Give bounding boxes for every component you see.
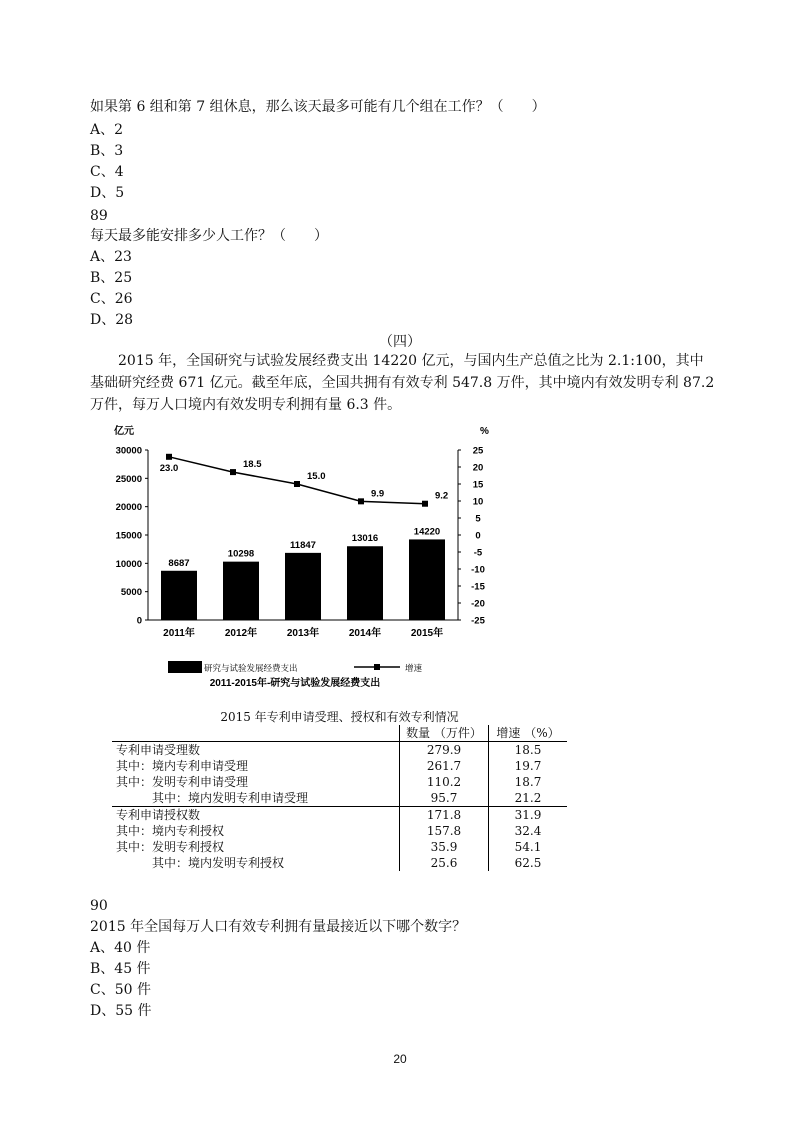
y-axis-left-label: 亿元 <box>114 426 134 437</box>
q90-option-d: D、55 件 <box>90 1003 152 1019</box>
y-tick-label-left: 15000 <box>115 530 142 542</box>
table-cell-qty: 171.8 <box>400 807 489 824</box>
legend-line-label: 增速 <box>405 663 423 673</box>
y-tick-label-right: 20 <box>472 462 484 474</box>
table-row <box>112 758 567 774</box>
line-point <box>422 501 428 507</box>
table-cell-growth: 62.5 <box>489 855 568 871</box>
bar <box>161 571 197 620</box>
bar-label: 13016 <box>351 533 379 545</box>
table-cell-label: 其中：境内专利授权 <box>116 824 225 838</box>
y-tick-label-left: 0 <box>136 615 142 627</box>
rd-expenditure-chart <box>100 420 520 695</box>
section-paragraph: 2015 年，全国研究与试验发展经费支出 14220 亿元，与国内生产总值之比为 2.1:100，其中基础研究经费 671 亿元。截至年底，全国共拥有有效专利 547.8 万件，其中境内有效发明专利 87.2 万件，每万人口境内有效发明专利拥有量 6.3 件。 <box>90 353 715 413</box>
bar <box>285 553 321 620</box>
table-cell-label: 其中：境内发明专利申请受理 <box>152 791 309 805</box>
line-label: 23.0 <box>159 462 179 474</box>
bar-label: 14220 <box>413 526 441 538</box>
table-cell-qty: 279.9 <box>400 742 489 759</box>
table-cell-label: 其中：境内发明专利授权 <box>152 856 285 870</box>
table-row <box>112 823 567 839</box>
chart-legend <box>168 661 423 673</box>
growth-line <box>169 457 425 504</box>
chart-growth-line <box>160 454 448 507</box>
q88-option-d: D、5 <box>90 185 125 201</box>
table-row <box>112 790 567 807</box>
q89-option-c: C、26 <box>90 291 133 307</box>
table-cell-qty: 25.6 <box>400 855 489 871</box>
y-tick-label-left: 10000 <box>115 558 142 570</box>
x-tick-label: 2014年 <box>348 628 382 639</box>
chart-bars <box>161 526 445 620</box>
x-tick-label: 2011年 <box>163 628 195 639</box>
legend-bar-swatch <box>168 661 202 673</box>
q89-number: 89 <box>90 208 108 224</box>
table-header-qty: 数量 （万件） <box>400 725 489 742</box>
table-cell-qty: 35.9 <box>400 839 489 855</box>
y-tick-label-right: 0 <box>475 530 481 542</box>
table-row <box>112 774 567 790</box>
line-point <box>230 469 236 475</box>
section-title: （四） <box>379 334 421 350</box>
line-point <box>166 454 172 460</box>
table-cell-qty: 261.7 <box>400 758 489 774</box>
table-cell-label: 其中：发明专利授权 <box>116 840 225 854</box>
table-row <box>112 807 567 824</box>
table-cell-growth: 21.2 <box>489 790 568 807</box>
table-cell-growth: 18.7 <box>489 774 568 790</box>
bar <box>409 539 445 620</box>
y-tick-label-right: -25 <box>471 615 485 627</box>
y-tick-label-left: 25000 <box>115 473 142 485</box>
table-cell-qty: 157.8 <box>400 823 489 839</box>
table-cell-label: 专利申请受理数 <box>116 743 201 757</box>
q90-stem: 2015 年全国每万人口有效专利拥有量最接近以下哪个数字？ <box>90 919 467 935</box>
table-cell-qty: 110.2 <box>400 774 489 790</box>
q88-option-c: C、4 <box>90 164 124 180</box>
table-header-label <box>112 725 400 742</box>
q90-option-b: B、45 件 <box>90 961 151 977</box>
q89-option-d: D、28 <box>90 312 134 328</box>
line-label: 9.9 <box>371 488 385 500</box>
q89-stem: 每天最多能安排多少人工作？（ ） <box>90 228 328 244</box>
q88-stem: 如果第 6 组和第 7 组休息，那么该天最多可能有几个组在工作？（ ） <box>90 99 546 115</box>
q88-option-b: B、3 <box>90 143 124 159</box>
table-cell-qty: 95.7 <box>400 790 489 807</box>
line-point <box>358 498 364 504</box>
line-point <box>294 481 300 487</box>
bar-label: 8687 <box>168 557 190 569</box>
q88-option-a: A、2 <box>90 122 124 138</box>
y-tick-label-right: 5 <box>475 513 481 525</box>
legend-bar-label: 研究与试验发展经费支出 <box>204 663 298 673</box>
y-tick-label-right: -5 <box>473 547 483 559</box>
line-label: 9.2 <box>435 490 449 502</box>
page-number: 20 <box>393 1052 407 1066</box>
table-title: 2015 年专利申请受理、授权和有效专利情况 <box>220 710 459 724</box>
bar-label: 11847 <box>290 539 316 551</box>
bar-label: 10298 <box>227 548 255 560</box>
y-tick-label-left: 20000 <box>115 502 142 514</box>
bar <box>347 546 383 620</box>
table-header-row <box>112 725 567 742</box>
table-cell-growth: 31.9 <box>489 807 568 824</box>
chart-title: 2011-2015年-研究与试验发展经费支出 <box>209 678 381 689</box>
table-cell-growth: 54.1 <box>489 839 568 855</box>
q90-option-c: C、50 件 <box>90 982 151 998</box>
table-cell-label: 其中：发明专利申请受理 <box>116 775 249 789</box>
table-cell-label: 其中：境内专利申请受理 <box>116 759 249 773</box>
q89-option-a: A、23 <box>90 249 132 265</box>
q90-number: 90 <box>90 898 108 914</box>
line-label: 18.5 <box>243 459 262 471</box>
patent-table <box>112 725 567 871</box>
x-tick-label: 2012年 <box>224 628 258 639</box>
y-axis-right-label: % <box>480 426 489 437</box>
table-row <box>112 839 567 855</box>
table-cell-growth: 32.4 <box>489 823 568 839</box>
legend-line-marker <box>374 664 380 670</box>
y-tick-label-right: -20 <box>471 598 485 610</box>
bar <box>223 562 259 620</box>
y-tick-label-right: -15 <box>471 581 485 593</box>
table-cell-growth: 19.7 <box>489 758 568 774</box>
q90-option-a: A、40 件 <box>90 940 151 956</box>
table-row <box>112 742 567 759</box>
table-cell-growth: 18.5 <box>489 742 568 759</box>
y-tick-label-right: 25 <box>472 445 484 457</box>
table-header-growth: 增速 （%） <box>489 725 568 742</box>
y-tick-label-right: 10 <box>472 496 484 508</box>
x-tick-label: 2013年 <box>286 628 320 639</box>
y-tick-label-right: 15 <box>472 479 484 491</box>
table-cell-label: 专利申请授权数 <box>112 807 400 824</box>
line-label: 15.0 <box>307 471 326 482</box>
q89-option-b: B、25 <box>90 270 133 286</box>
y-tick-label-left: 5000 <box>120 587 142 599</box>
y-tick-label-left: 30000 <box>115 445 142 457</box>
y-tick-label-right: -10 <box>471 564 485 576</box>
table-row <box>112 855 567 871</box>
x-tick-label: 2015年 <box>410 628 444 639</box>
